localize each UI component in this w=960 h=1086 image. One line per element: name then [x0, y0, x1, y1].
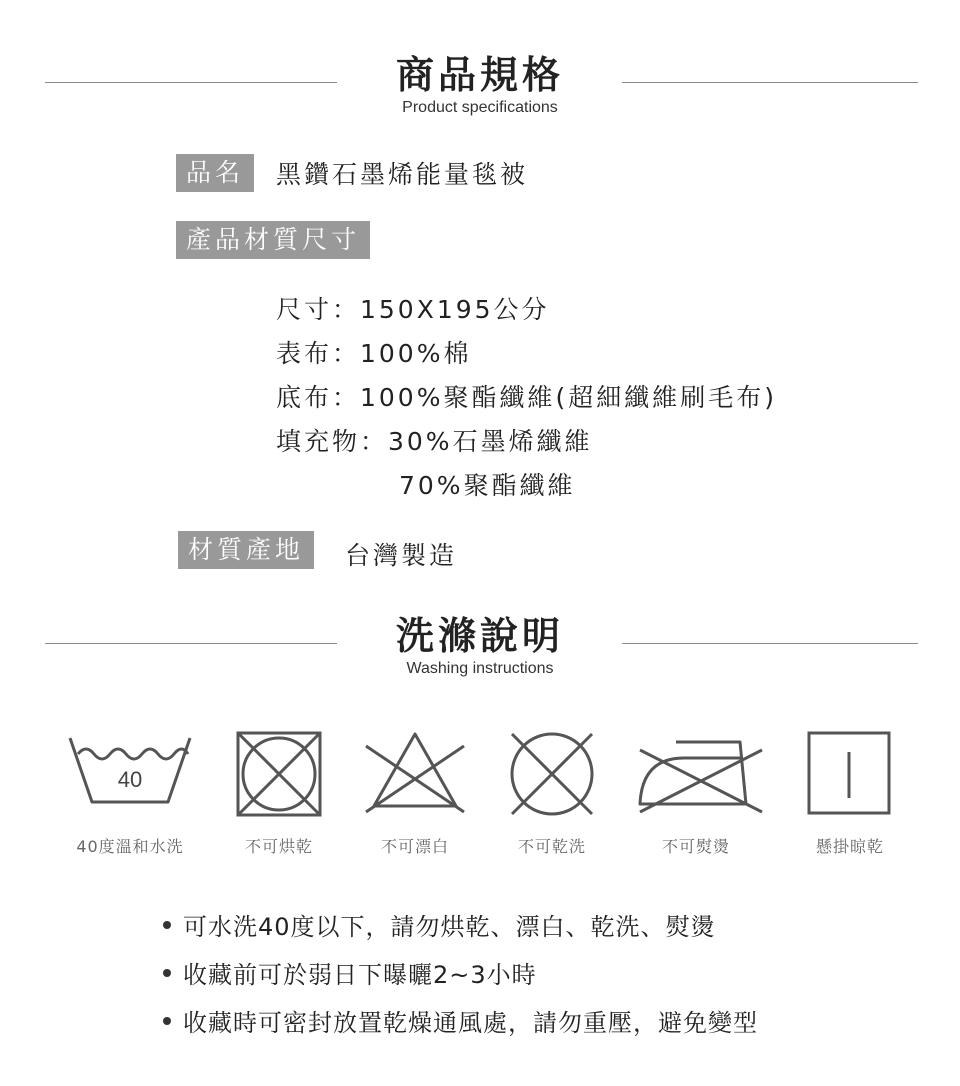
spec-line: 底布：100%聚酯纖維(超細纖維刷毛布)	[276, 383, 777, 412]
wash-subtitle: Washing instructions	[406, 660, 554, 677]
spec-line: 70%聚酯纖維	[399, 471, 576, 500]
no-dry-clean-icon	[506, 730, 598, 818]
no-tumble-dry-icon	[234, 730, 324, 818]
name-label: 品名	[176, 154, 254, 192]
origin-value: 台灣製造	[345, 541, 458, 570]
material-label: 產品材質尺寸	[176, 221, 370, 259]
name-value: 黑鑽石墨烯能量毯被	[276, 160, 529, 189]
spec-line: 表布：100%棉	[276, 339, 472, 368]
note-item	[163, 1003, 758, 1038]
caption-line-dry: 懸掛晾乾	[815, 837, 884, 856]
caption-no-iron: 不可熨燙	[661, 837, 730, 856]
bullet-dot	[163, 1017, 171, 1025]
line-dry-icon	[806, 730, 892, 816]
spec-title: 商品規格	[395, 53, 564, 97]
note-text: 收藏時可密封放置乾燥通風處，請勿重壓，避免變型	[183, 1009, 758, 1037]
wash-title: 洗滌說明	[395, 614, 564, 658]
caption-wash-40: 40度溫和水洗	[76, 837, 184, 856]
spec-line: 填充物：30%石墨烯纖維	[276, 427, 593, 456]
note-text: 可水洗40度以下，請勿烘乾、漂白、乾洗、熨燙	[183, 913, 716, 941]
caption-no-bleach: 不可漂白	[380, 837, 449, 856]
origin-label: 材質產地	[178, 531, 314, 569]
caption-no-tumble-dry: 不可烘乾	[244, 837, 313, 856]
note-text: 收藏前可於弱日下曝曬2~3小時	[183, 961, 537, 989]
wash-temperature: 40	[117, 767, 143, 792]
spec-subtitle: Product specifications	[402, 99, 558, 116]
caption-no-dry-clean: 不可乾洗	[517, 837, 586, 856]
bullet-dot	[163, 969, 171, 977]
spec-line: 尺寸：150X195公分	[276, 295, 550, 324]
note-item	[163, 907, 716, 942]
note-item	[163, 955, 537, 990]
no-bleach-icon	[362, 730, 468, 816]
no-iron-icon	[636, 730, 766, 816]
bullet-dot	[163, 921, 171, 929]
